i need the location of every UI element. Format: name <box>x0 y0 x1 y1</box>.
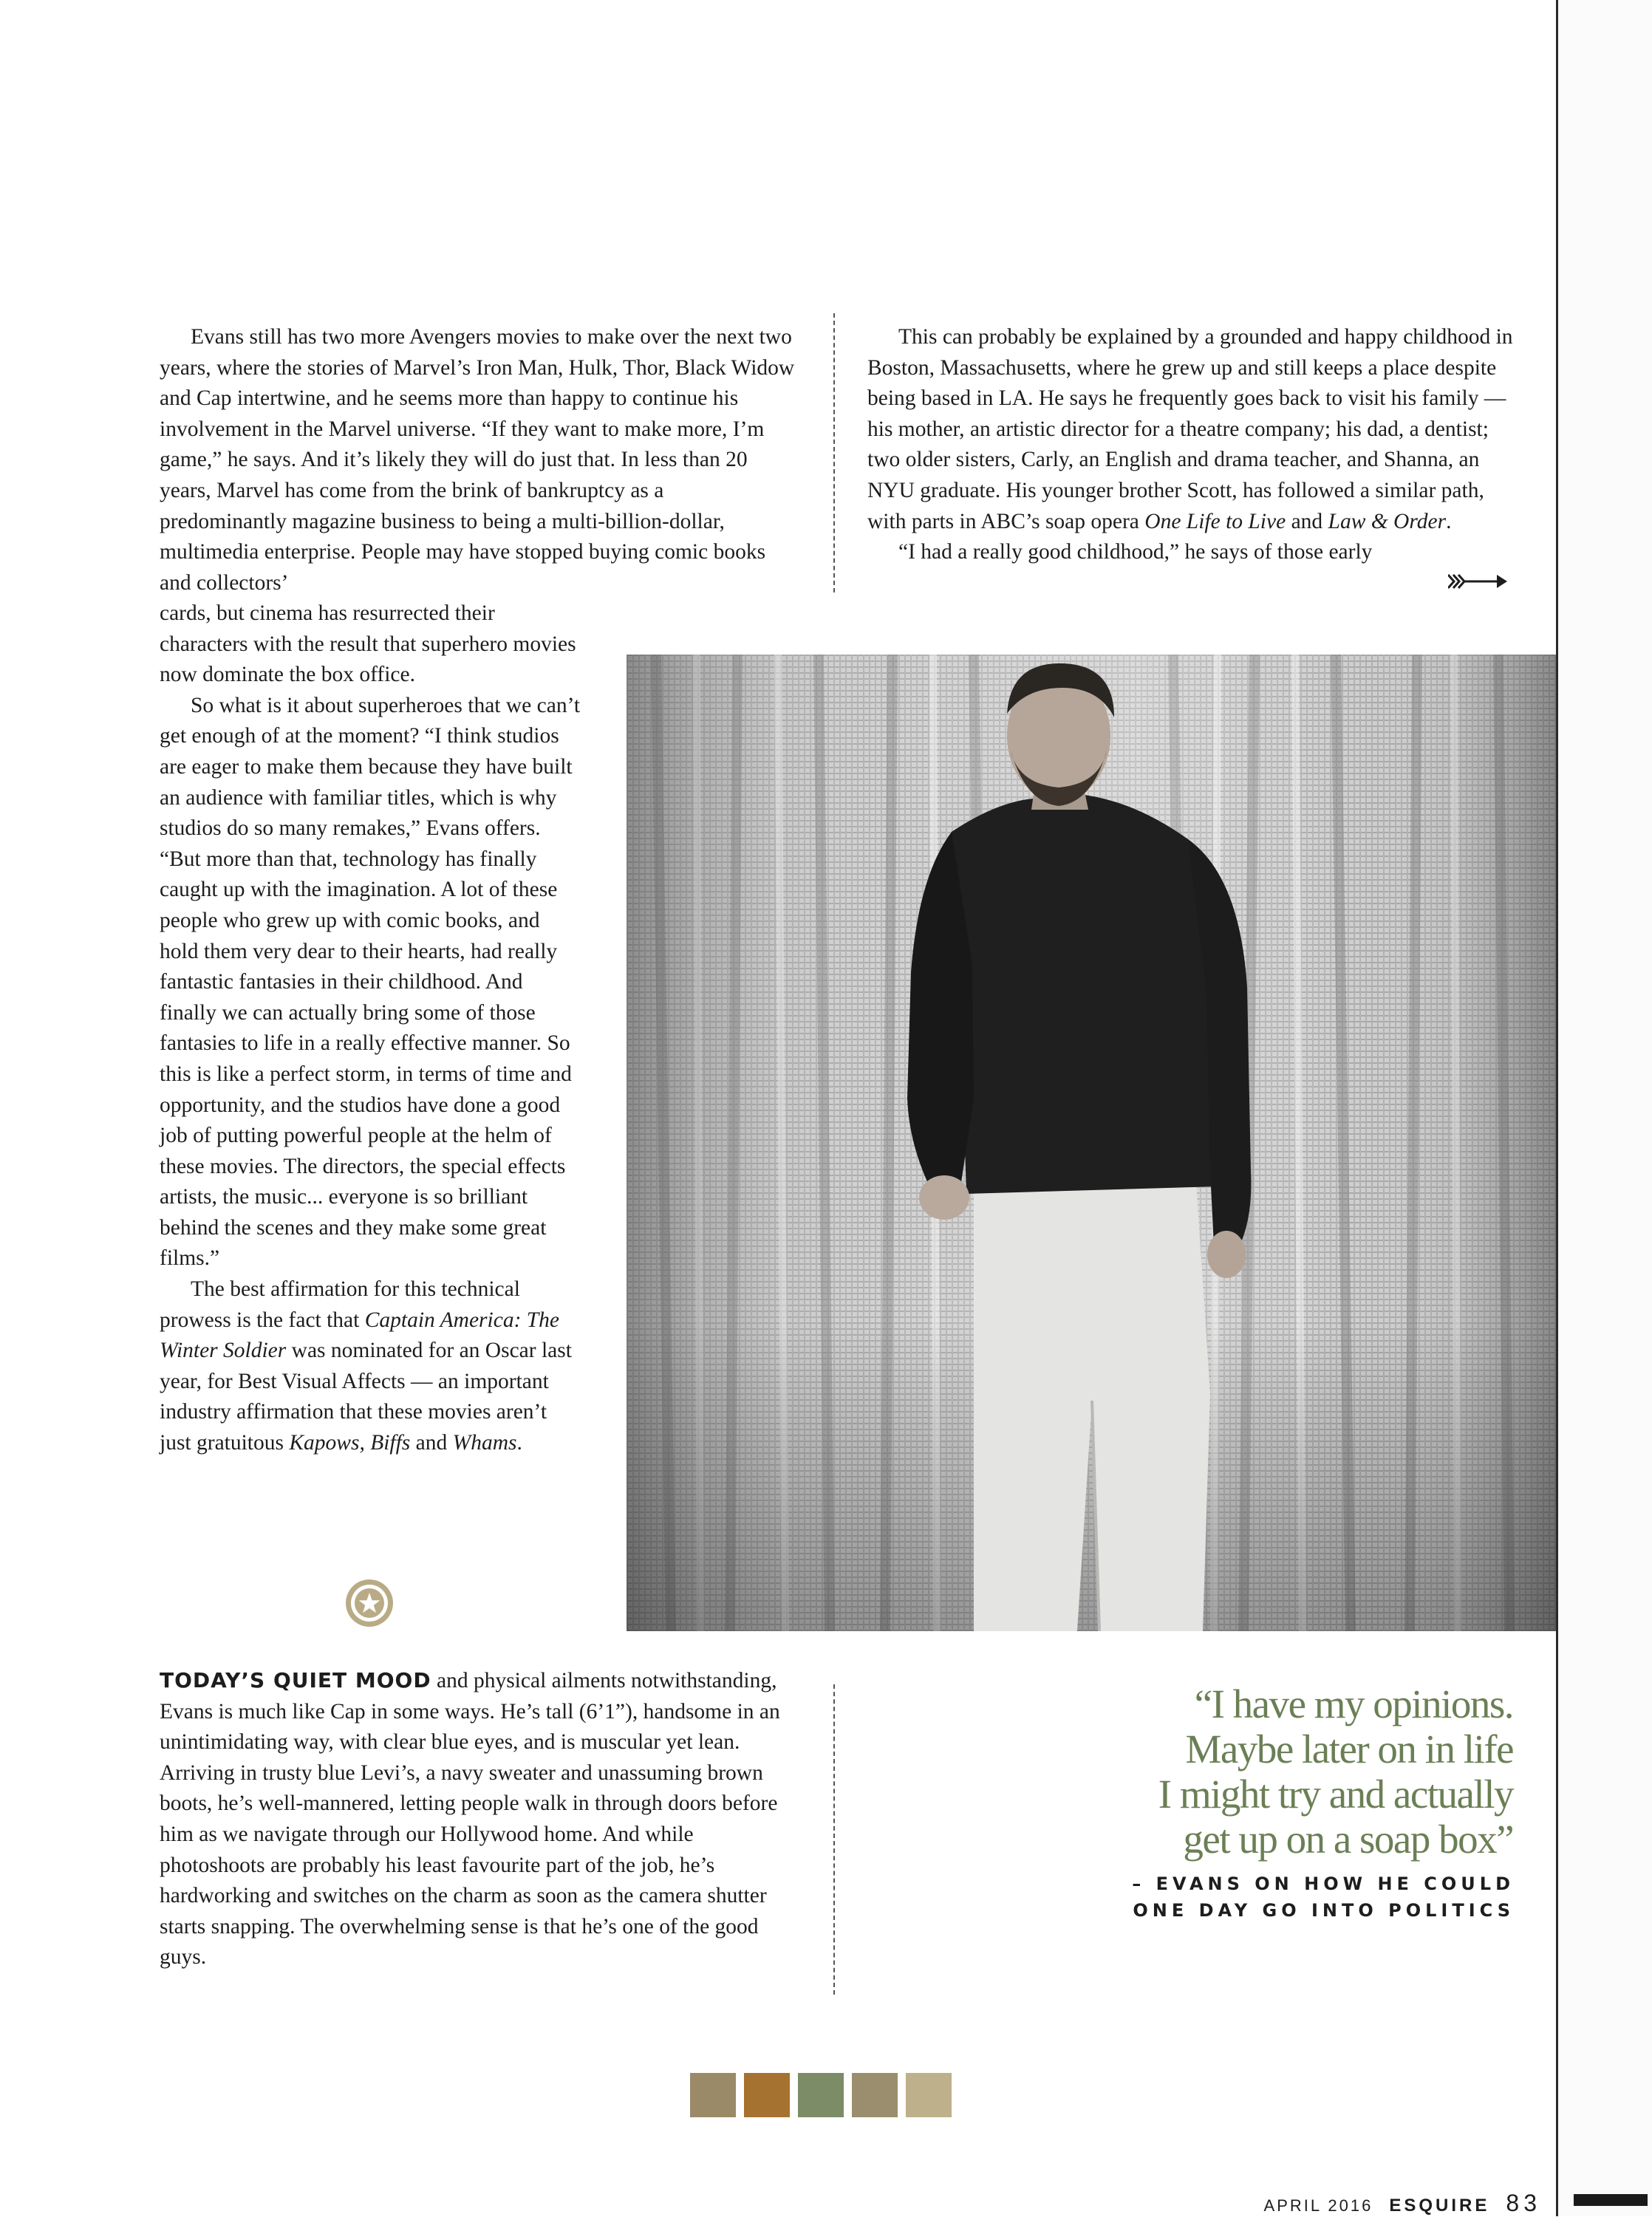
paragraph: So what is it about superheroes that we can’t get enough of at the moment? “I think studios are eager to make them because they have built an audience with familiar titles, which is why studios do so many remakes,” Evans offers. “But more than that, technology has finally caught up with the imagination. A lot of these people who grew up with comic books, and hold them very dear to their hearts, had really fantastic fantasies in their childhood. And finally we can actually bring some of those fantasies to life in a really effective manner. So this is like a perfect storm, in terms of time and opportunity, and the studios have done a good job of putting powerful people at the helm of these movies. The directors, the special effects artists, the music... everyone is so brilliant behind the scenes and they make some great films.” <box>160 693 581 1271</box>
color-swatches <box>690 2073 952 2117</box>
pull-quote: “I have my opinions. Maybe later on in life I might try and actually get up on a soap box” <box>1158 1681 1513 1862</box>
swatch <box>852 2073 898 2117</box>
paragraph: The best affirmation for this technical prowess is the fact that Captain America: The Winter Soldier was nominated for an Oscar last year, for Best Visual Affects — an important industry affirmation that these movies aren’t just gratuitous Kapows, Biffs and Whams. <box>160 1277 572 1455</box>
shield-star-icon <box>344 1578 395 1628</box>
column-left-bottom <box>160 1665 802 1973</box>
paragraph: This can probably be explained by a grounded and happy childhood in Boston, Massachusetts, where he grew up and still keeps a place despite being based in LA. He says he frequently goes back to visit his family — his mother, an artistic director for a theatre company; his dad, a dentist; two older sisters, Carly, an English and drama teacher, and Shanna, an NYU graduate. His younger brother Scott, has followed a similar path, with parts in ABC’s soap opera One Life to Live and Law & Order. <box>867 325 1513 533</box>
paragraph: TODAY’S QUIET MOOD and physical ailments notwithstanding, Evans is much like Cap in some ways. He’s tall (6’1”), handsome in an unintimidating way, with clear blue eyes, and is muscular yet lean. Arriving in trusty blue Levi’s, a navy sweater and unassuming brown boots, he’s well-mannered, letting people walk in through doors before him as we navigate through our Hollywood home. And while photoshoots are probably his least favourite part of the job, he’s hardworking and switches on the charm as soon as the camera shutter starts snapping. The overwhelming sense is that he’s one of the good guys. <box>160 1668 780 1970</box>
pull-quote-attribution: – EVANS ON HOW HE COULD ONE DAY GO INTO POLITICS <box>1132 1873 1515 1921</box>
page-number: 83 <box>1506 2190 1541 2216</box>
page-edge <box>1556 0 1558 2216</box>
magazine-name: ESQUIRE <box>1389 2196 1490 2216</box>
paragraph: “I had a really good childhood,” he says of those early <box>898 540 1373 564</box>
run-in-heading: TODAY’S QUIET MOOD <box>160 1668 431 1692</box>
continue-arrow-icon <box>1448 572 1509 591</box>
watermark <box>1574 2194 1648 2206</box>
issue-date: APRIL 2016 <box>1263 2196 1373 2215</box>
column-left-top <box>160 322 795 598</box>
page-gutter <box>1558 0 1652 2216</box>
swatch <box>690 2073 736 2117</box>
paragraph: Evans still has two more Avengers movies to make over the next two years, where the stories of Marvel’s Iron Man, Hulk, Thor, Black Widow and Cap intertwine, and he seems more than happy to continue his involvement in the Marvel universe. “If they want to make more, I’m game,” he says. And it’s likely they will do just that. In less than 20 years, Marvel has come from the brink of bankruptcy as a predominantly magazine business to being a multi-billion-dollar, multimedia enterprise. People may have stopped buying comic books and collectors’ <box>160 325 795 595</box>
swatch <box>906 2073 952 2117</box>
column-divider <box>833 313 835 592</box>
portrait-photo <box>627 655 1556 1631</box>
column-right-top <box>867 322 1518 568</box>
swatch <box>744 2073 790 2117</box>
swatch <box>798 2073 844 2117</box>
column-divider <box>833 1684 835 1995</box>
page-footer <box>1264 2190 1541 2217</box>
paragraph: cards, but cinema has resurrected their characters with the result that superhero movies now dominate the box office. <box>160 601 576 687</box>
column-left-narrow <box>160 598 581 1459</box>
